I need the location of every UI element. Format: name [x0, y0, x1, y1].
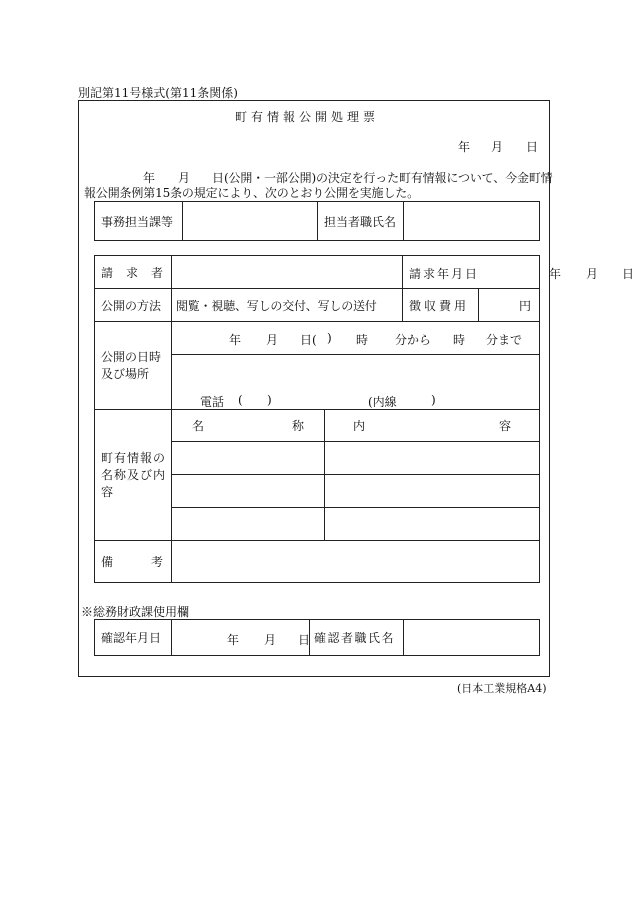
office-use-note: ※総務財政課使用欄: [81, 605, 190, 619]
confirm-day-unit: 日: [298, 633, 311, 647]
request-year-unit: 年: [549, 267, 562, 281]
remarks-field[interactable]: [172, 541, 540, 583]
extension-paren-close: ): [431, 393, 436, 407]
paper-standard: (日本工業規格A4): [457, 682, 547, 695]
form-title: 町有情報公開処理票: [235, 110, 380, 124]
open-from-label: 分から: [395, 333, 432, 347]
request-date-label: 請求年月日: [409, 267, 480, 281]
info-content-cell[interactable]: [325, 508, 540, 541]
confirmer-label: 確認者職氏名: [314, 631, 396, 645]
open-hour-unit: 時: [356, 333, 369, 347]
phone-paren-open: (: [238, 393, 243, 407]
main-table: [94, 255, 634, 583]
confirm-year-unit: 年: [227, 633, 240, 647]
close-until-label: 分まで: [486, 333, 523, 347]
intro-year-unit: 年: [143, 171, 156, 185]
requester-label-1: 請: [101, 265, 114, 280]
method-label: 公開の方法: [101, 298, 162, 313]
info-label-1: 町有情報の: [101, 450, 167, 465]
request-day-unit: 日: [622, 267, 634, 281]
close-hour-unit: 時: [453, 333, 466, 347]
info-name-cell[interactable]: [172, 442, 325, 475]
info-name-cell[interactable]: [172, 475, 325, 508]
place-field[interactable]: [172, 355, 540, 410]
open-month-unit: 月: [266, 333, 279, 347]
info-label-2: 名称及び内: [101, 467, 167, 482]
remarks-label-1: 備: [101, 555, 114, 569]
intro-day-unit: 日: [212, 171, 225, 185]
form-number: 別記第11号様式(第11条関係): [78, 86, 238, 100]
method-value: 閲覧・視聴、写しの交付、写しの送付: [176, 298, 377, 313]
phone-paren-close: ): [267, 393, 272, 407]
content-header-2: 容: [498, 419, 511, 433]
staff-table: [94, 201, 540, 241]
name-header-2: 称: [291, 419, 304, 433]
open-day-unit: 日(: [300, 333, 317, 347]
fee-label: 徴収費用: [409, 298, 470, 313]
date-year-unit: 年: [458, 140, 471, 154]
requester-label-3: 者: [150, 265, 163, 280]
date-day-unit: 日: [526, 140, 539, 154]
datetime-label-1: 公開の日時: [101, 349, 162, 364]
info-content-cell[interactable]: [325, 475, 540, 508]
intro-line1: (公開・一部公開)の決定を行った町有情報について、今金町情: [224, 171, 553, 185]
info-content-cell[interactable]: [325, 442, 540, 475]
info-name-cell[interactable]: [172, 508, 325, 541]
intro-line2: 報公開条例第15条の規定により、次のとおり公開を実施した。: [84, 186, 419, 200]
extension-label: (内線: [368, 395, 397, 409]
dept-field[interactable]: [183, 202, 318, 241]
requester-field[interactable]: [172, 256, 403, 289]
intro-month-unit: 月: [178, 171, 191, 185]
confirm-table: [94, 619, 540, 656]
fee-unit: 円: [518, 298, 531, 313]
remarks-label-2: 考: [150, 555, 163, 569]
request-month-unit: 月: [586, 267, 599, 281]
info-label-3: 容: [101, 484, 115, 499]
date-month-unit: 月: [491, 140, 504, 154]
open-weekday-close: ): [327, 331, 332, 345]
datetime-label-2: 及び場所: [101, 366, 150, 381]
open-year-unit: 年: [229, 333, 242, 347]
requester-label-2: 求: [125, 265, 138, 280]
staff-name-field[interactable]: [404, 202, 540, 241]
confirmer-field[interactable]: [404, 620, 540, 656]
dept-label: 事務担当課等: [101, 214, 174, 229]
confirm-month-unit: 月: [264, 633, 277, 647]
phone-label: 電話: [200, 395, 225, 409]
staff-name-label: 担当者職氏名: [324, 214, 397, 229]
content-header-1: 内: [353, 419, 366, 433]
name-header-1: 名: [192, 419, 205, 433]
confirm-date-label: 確認年月日: [101, 631, 162, 645]
